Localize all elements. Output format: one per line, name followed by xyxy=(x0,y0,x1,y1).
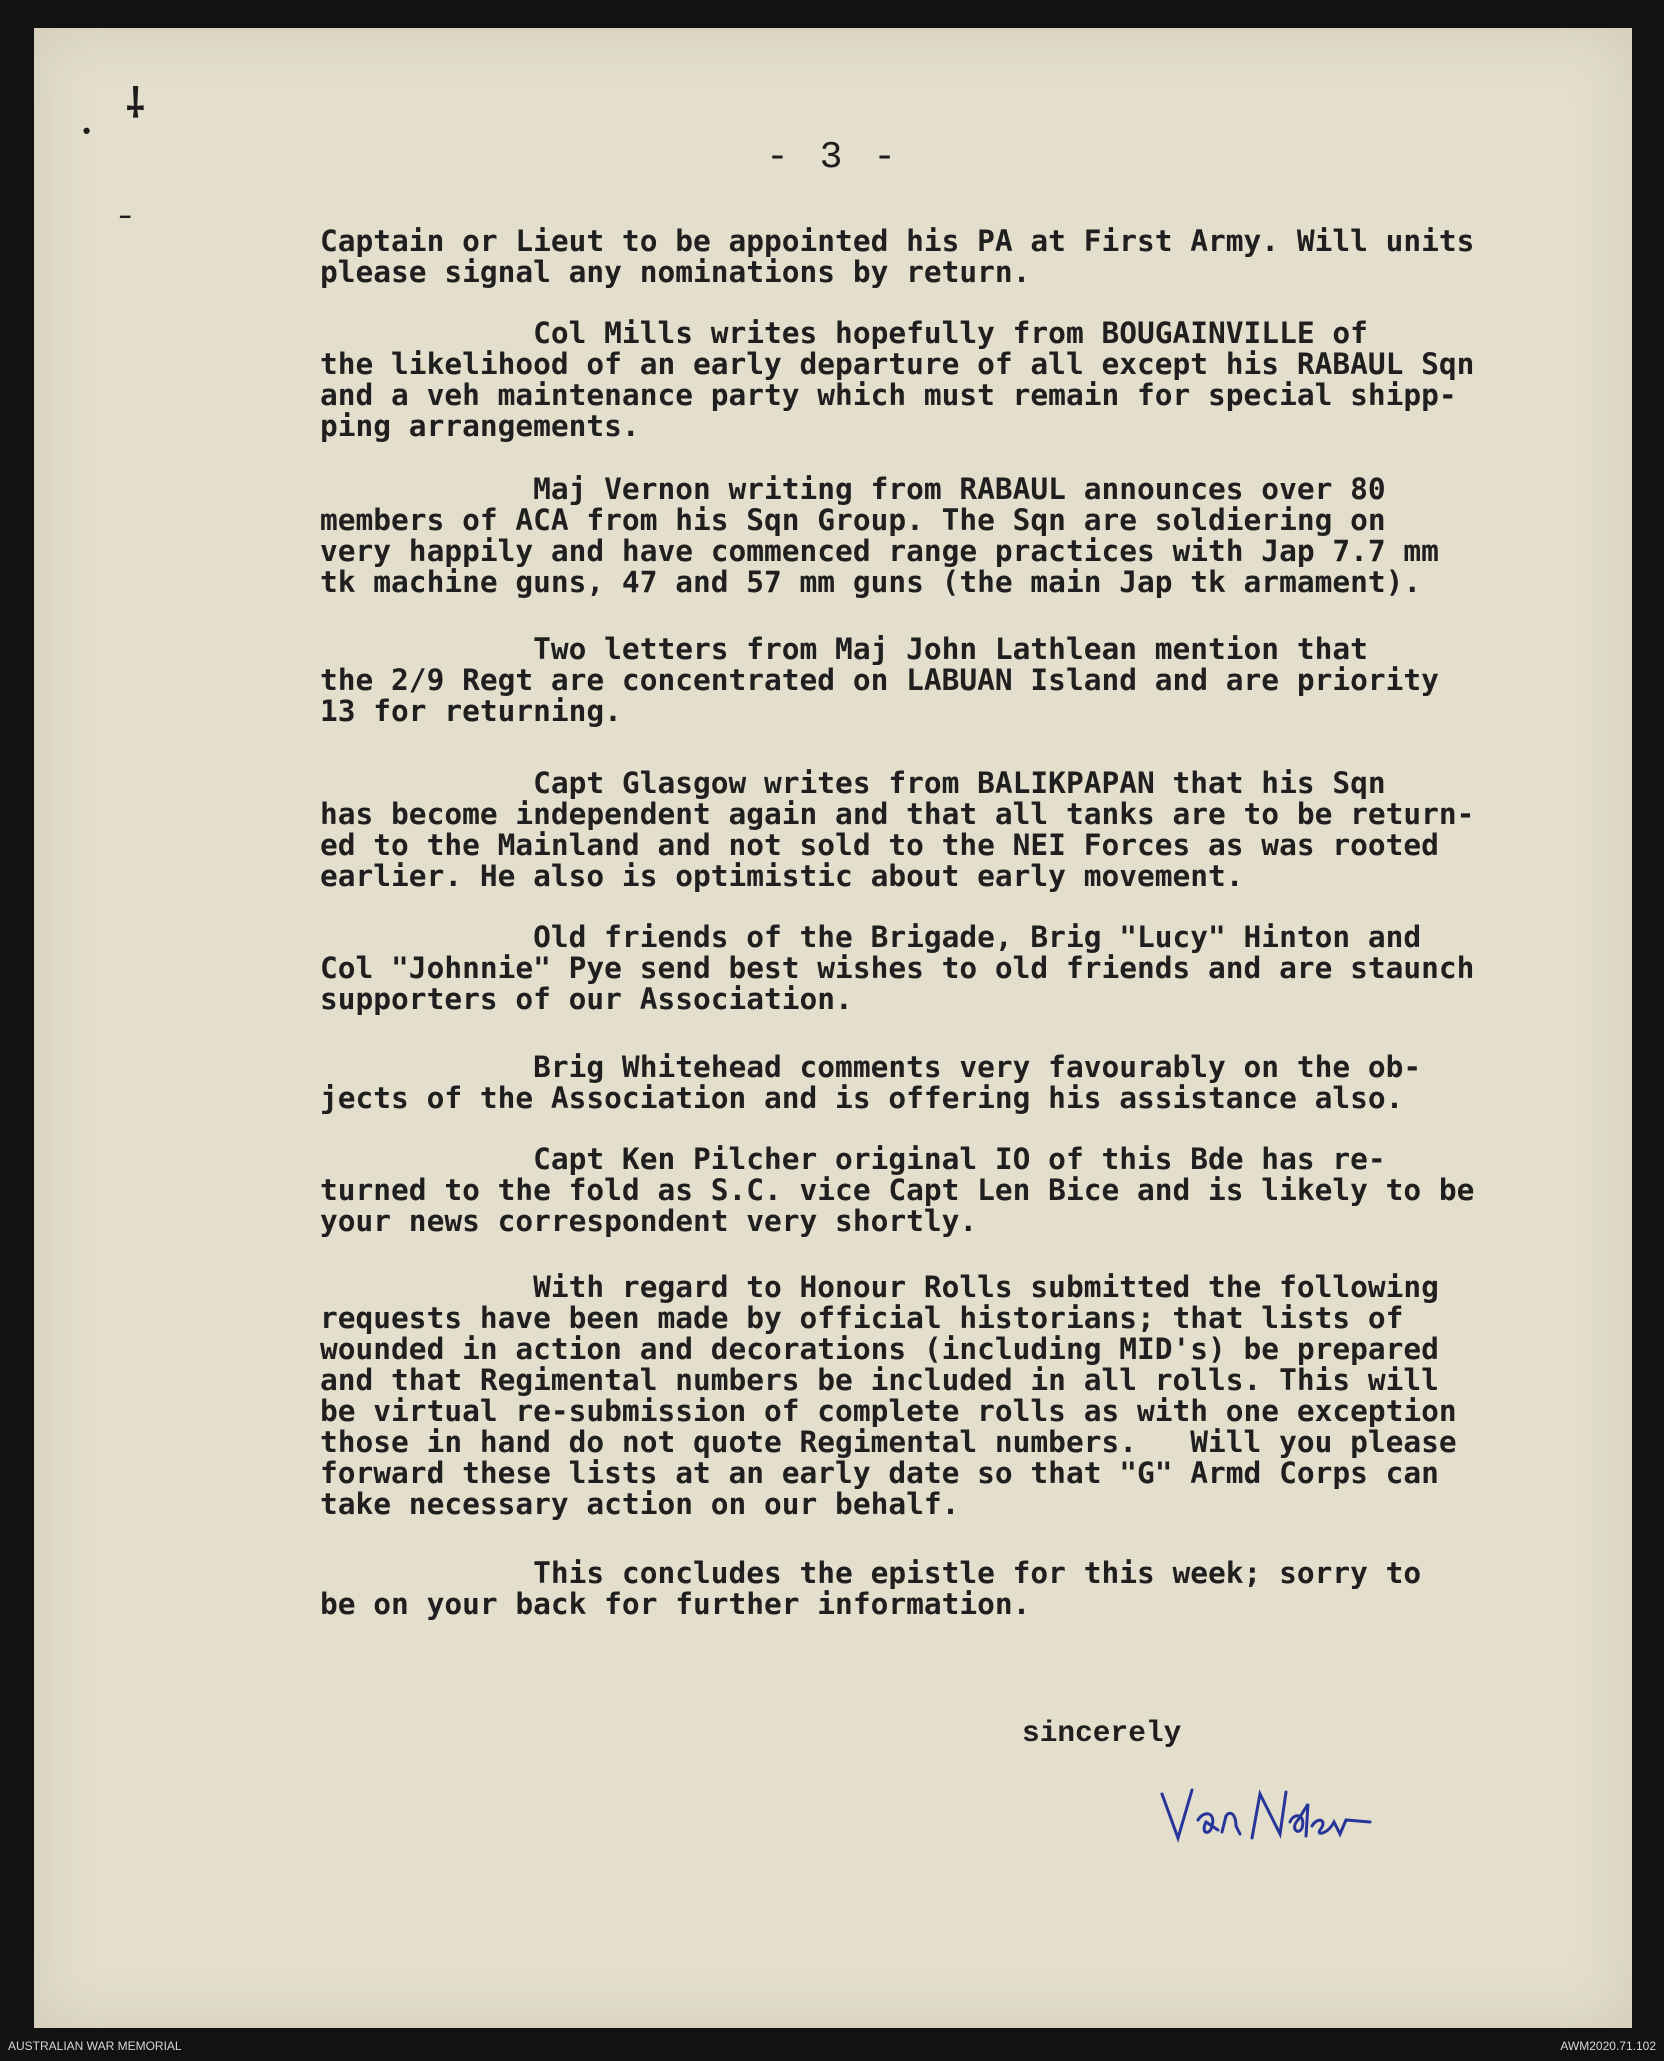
footer-credit: AUSTRALIAN WAR MEMORIAL xyxy=(8,2039,182,2053)
margin-mark: ⸸ xyxy=(126,85,145,130)
paragraph: This concludes the epistle for this week; sorry to be on your back for further information. xyxy=(320,1556,1422,1621)
document-page xyxy=(34,28,1632,2028)
closing: sincerely xyxy=(1022,1716,1182,1750)
paragraph: Brig Whitehead comments very favourably on the ob- jects of the Association and is offering his assistance also. xyxy=(320,1050,1422,1115)
paragraph: Capt Glasgow writes from BALIKPAPAN that his Sqn has become independent again and that all tanks are to be return- ed to the Mainland and not sold to the NEI Forces as was rooted earlier. He also is optimistic about early movement. xyxy=(320,766,1475,893)
paragraph: Two letters from Maj John Lathlean mention that the 2/9 Regt are concentrated on LABUAN Island and are priority 13 for returning. xyxy=(320,632,1439,728)
footer-accession-number: AWM2020.71.102 xyxy=(1560,2039,1656,2053)
signature-image xyxy=(1156,1776,1376,1866)
paragraph: Maj Vernon writing from RABAUL announces over 80 members of ACA from his Sqn Group. The Sqn are soldiering on very happily and have commenced range practices with Jap 7.7 mm tk machine guns, 47 and 57 mm guns (the main Jap tk armament). xyxy=(320,472,1439,599)
paragraph: Old friends of the Brigade, Brig "Lucy" Hinton and Col "Johnnie" Pye send best wishes to old friends and are staunch supporters of our Association. xyxy=(320,920,1475,1016)
paragraph: Captain or Lieut to be appointed his PA at First Army. Will units please signal any nominations by return. xyxy=(320,224,1475,289)
paragraph: With regard to Honour Rolls submitted the following requests have been made by official historians; that lists of wounded in action and decorations (including MID's) be prepared and that Regimental numbers be included in all rolls. This will be virtual re-submission of complete rolls as with one exception those in hand do not quote Regimental numbers. Will you please forward these lists at an early date so that "G" Armd Corps can take necessary action on our behalf. xyxy=(320,1270,1457,1521)
footer xyxy=(0,2031,1664,2061)
paragraph: Col Mills writes hopefully from BOUGAINVILLE of the likelihood of an early departure of all except his RABAUL Sqn and a veh maintenance party which must remain for special shipp- ping arrangements. xyxy=(320,316,1475,443)
margin-mark: • xyxy=(80,120,94,145)
page-number: - 3 - xyxy=(765,136,901,179)
margin-mark: – xyxy=(118,204,133,231)
paragraph: Capt Ken Pilcher original IO of this Bde has re- turned to the fold as S.C. vice Capt Len Bice and is likely to be your news correspondent very shortly. xyxy=(320,1142,1475,1238)
